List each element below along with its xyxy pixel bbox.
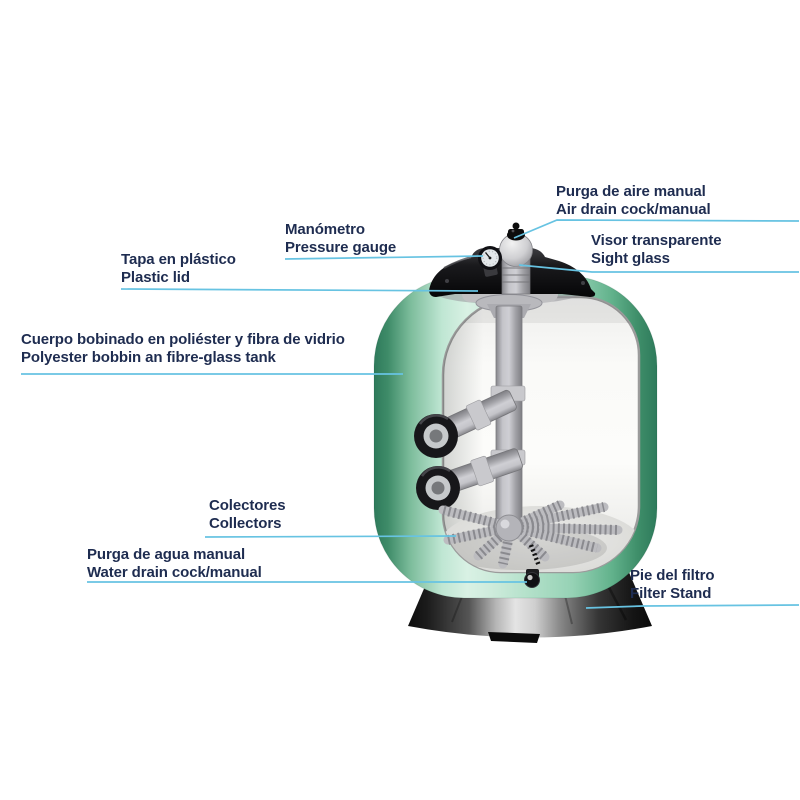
- leader-colectores: [205, 536, 456, 537]
- water-drain-cock: [525, 569, 540, 588]
- label-es: Pie del filtro: [630, 567, 715, 584]
- label-es: Cuerpo bobinado en poliéster y fibra de vidrio: [21, 331, 345, 348]
- label-en: Plastic lid: [121, 268, 190, 286]
- label-plastic-lid: [121, 251, 236, 286]
- label-es: Purga de aire manual: [556, 183, 706, 200]
- label-es: Visor transparente: [591, 232, 722, 249]
- label-filter-stand: [630, 567, 714, 602]
- label-en: Filter Stand: [630, 584, 712, 602]
- label-es: Tapa en plástico: [121, 251, 236, 268]
- label-sight-glass: [591, 232, 721, 267]
- label-pressure-gauge: [285, 221, 396, 256]
- label-es: Purga de agua manual: [87, 546, 246, 563]
- label-air-drain-cock: [556, 183, 711, 218]
- label-en: Polyester bobbin an fibre-glass tank: [21, 348, 276, 366]
- label-en: Collectors: [209, 514, 282, 532]
- label-tank-body: [21, 331, 345, 366]
- label-es: Colectores: [209, 497, 286, 514]
- label-en: Pressure gauge: [285, 238, 397, 256]
- leader-manometro: [285, 256, 483, 259]
- label-es: Manómetro: [285, 221, 365, 238]
- label-en: Water drain cock/manual: [87, 563, 262, 581]
- label-collectors: [209, 497, 286, 532]
- label-en: Air drain cock/manual: [556, 200, 711, 218]
- label-water-drain-cock: [87, 546, 262, 581]
- sight-glass-dome: [500, 234, 533, 295]
- label-en: Sight glass: [591, 249, 670, 267]
